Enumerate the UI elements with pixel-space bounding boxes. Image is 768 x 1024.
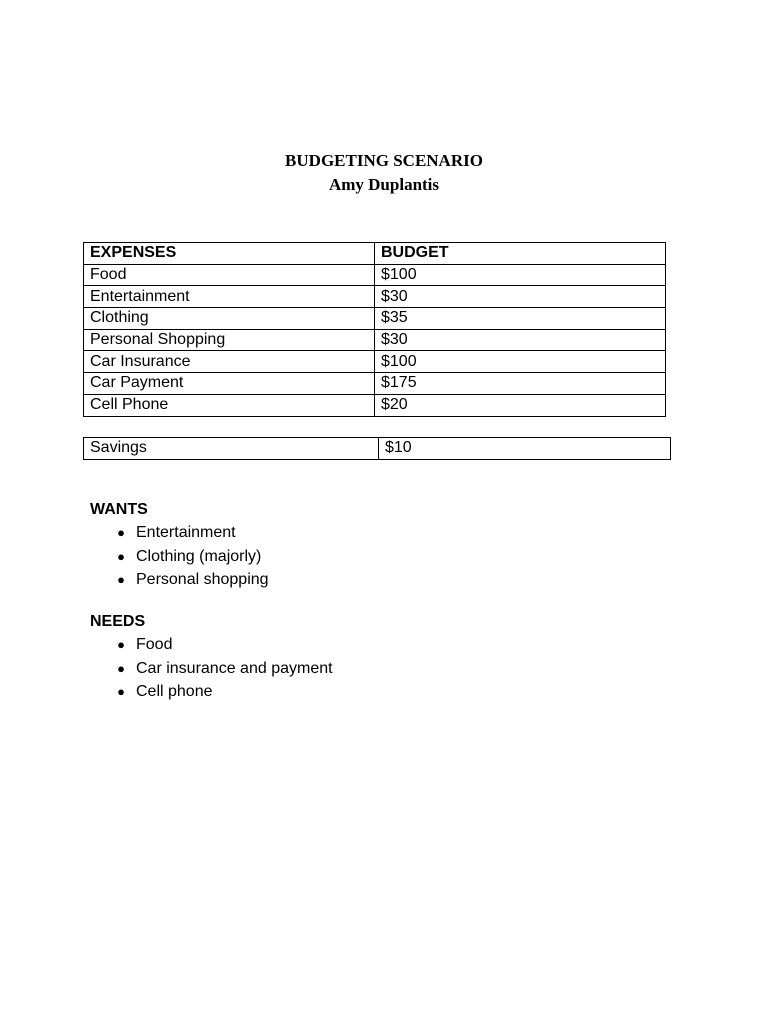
list-item (90, 545, 269, 569)
list-item-text: Food (136, 636, 173, 653)
expense-name-cell: Entertainment (84, 286, 375, 308)
needs-section (90, 611, 333, 704)
wants-list (90, 521, 269, 592)
bullet-icon: ● (117, 572, 125, 587)
wants-heading: WANTS (90, 501, 148, 518)
savings-table (83, 437, 671, 460)
list-item (90, 657, 333, 681)
list-item-text: Personal shopping (136, 571, 269, 588)
savings-amount-cell: $10 (379, 438, 671, 460)
table-row (84, 264, 666, 286)
document-header (0, 149, 768, 197)
list-item (90, 521, 269, 545)
table-row (84, 329, 666, 351)
bullet-icon: ● (117, 525, 125, 540)
document-author: Amy Duplantis (328, 175, 440, 194)
expense-name-cell: Food (84, 264, 375, 286)
savings-label-cell: Savings (84, 438, 379, 460)
list-item (90, 568, 269, 592)
expenses-table (83, 242, 666, 417)
document-title: BUDGETING SCENARIO (285, 151, 483, 170)
bullet-icon: ● (117, 548, 125, 564)
expenses-column-header: EXPENSES (84, 243, 375, 265)
expense-name-cell: Car Insurance (84, 351, 375, 373)
needs-heading: NEEDS (90, 613, 146, 630)
bullet-icon: ● (117, 660, 125, 676)
budget-amount-cell: $20 (375, 394, 666, 416)
budget-column-header: BUDGET (375, 243, 666, 265)
budget-amount-cell: $30 (375, 286, 666, 308)
table-row (84, 286, 666, 308)
needs-list (90, 633, 333, 704)
list-item (90, 633, 333, 657)
bullet-icon: ● (117, 684, 125, 699)
table-header-row (84, 243, 666, 265)
budget-amount-cell: $100 (375, 351, 666, 373)
list-item (90, 680, 333, 704)
table-row (84, 351, 666, 373)
table-row (84, 394, 666, 416)
list-item-text: Car insurance and payment (136, 659, 333, 677)
budget-amount-cell: $35 (375, 308, 666, 330)
list-item-text: Clothing (majorly) (136, 547, 262, 565)
list-item-text: Cell phone (136, 683, 213, 700)
list-item-text: Entertainment (136, 524, 236, 541)
budget-amount-cell: $30 (375, 329, 666, 351)
budget-amount-cell: $175 (375, 373, 666, 395)
bullet-icon: ● (117, 637, 125, 652)
table-row (84, 438, 671, 460)
expense-name-cell: Personal Shopping (84, 329, 375, 351)
table-row (84, 308, 666, 330)
expense-name-cell: Car Payment (84, 373, 375, 395)
wants-section (90, 499, 269, 592)
budget-amount-cell: $100 (375, 264, 666, 286)
table-row (84, 373, 666, 395)
expense-name-cell: Clothing (84, 308, 375, 330)
expense-name-cell: Cell Phone (84, 394, 375, 416)
